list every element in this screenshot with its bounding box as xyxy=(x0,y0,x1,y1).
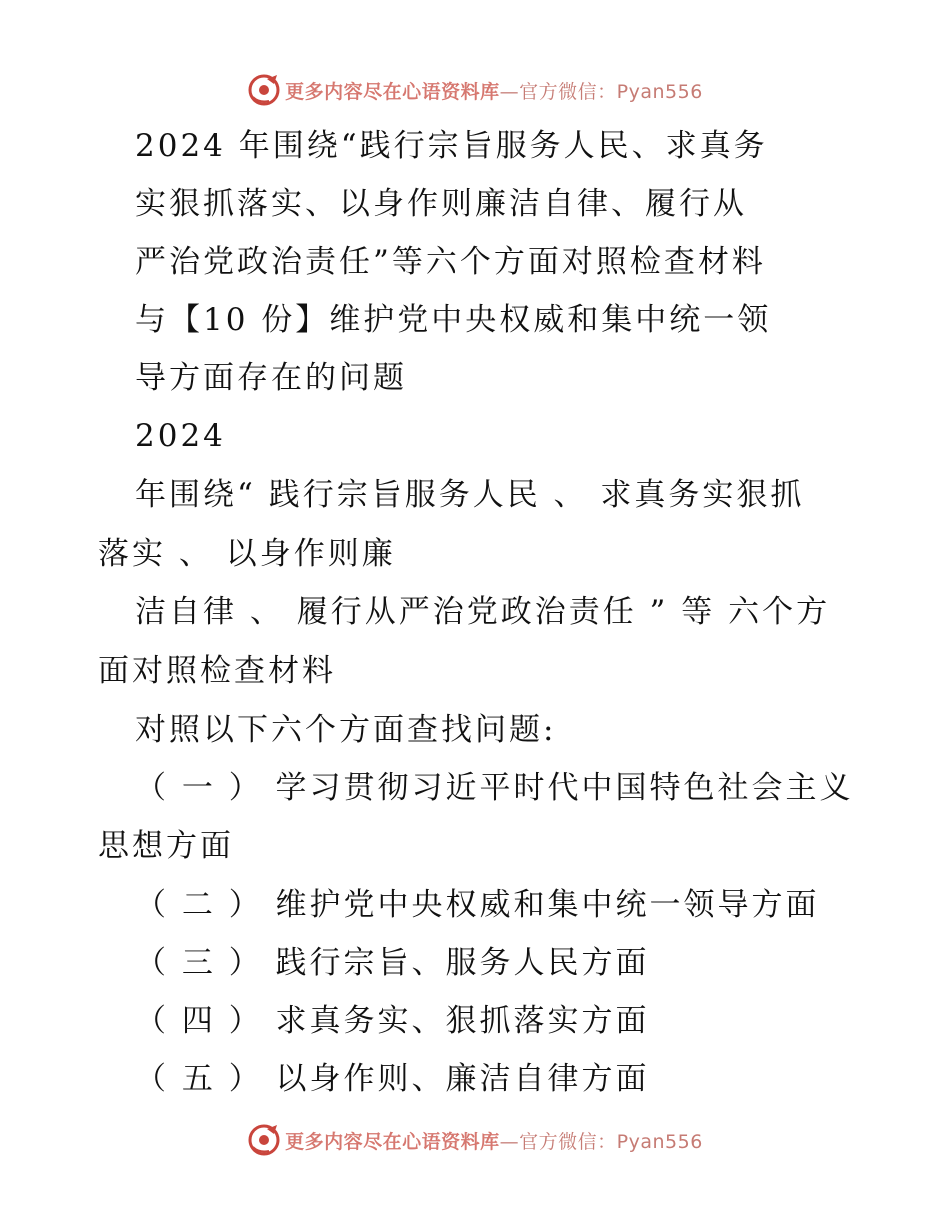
watermark-dash: — xyxy=(499,1130,520,1153)
body-line-10: （ 三 ） 践行宗旨、服务人民方面 xyxy=(135,945,650,981)
body-line-8: 思想方面 xyxy=(98,828,234,864)
title-line-2: 实狠抓落实、以身作则廉洁自律、履行从 xyxy=(135,186,747,222)
body-line-1: 2024 xyxy=(135,418,226,454)
watermark-dash: — xyxy=(499,80,520,103)
body-line-9: （ 二 ） 维护党中央权威和集中统一领导方面 xyxy=(135,887,820,923)
title-line-4: 与【10 份】维护党中央权威和集中统一领 xyxy=(135,302,772,338)
title-line-1: 2024 年围绕“践行宗旨服务人民、求真务 xyxy=(135,128,768,164)
watermark-text xyxy=(285,1127,703,1154)
brand-logo-icon xyxy=(247,73,281,107)
body-line-11: （ 四 ） 求真务实、狠抓落实方面 xyxy=(135,1003,650,1039)
body-line-3: 落实 、 以身作则廉 xyxy=(98,536,396,572)
body-line-12: （ 五 ） 以身作则、廉洁自律方面 xyxy=(135,1061,650,1097)
watermark-contact: 官方微信：Pyan556 xyxy=(519,1130,703,1153)
footer-watermark xyxy=(0,1120,950,1160)
watermark-brand: 更多内容尽在心语资料库 xyxy=(285,1130,500,1153)
watermark-text xyxy=(285,77,703,104)
watermark-contact: 官方微信：Pyan556 xyxy=(519,80,703,103)
title-line-5: 导方面存在的问题 xyxy=(135,360,407,396)
watermark-brand: 更多内容尽在心语资料库 xyxy=(285,80,500,103)
body-line-7: （ 一 ） 学习贯彻习近平时代中国特色社会主义 xyxy=(135,770,854,806)
body-line-6: 对照以下六个方面查找问题: xyxy=(135,712,557,748)
body-line-2: 年围绕“ 践行宗旨服务人民 、 求真务实狠抓 xyxy=(135,477,805,513)
body-line-5: 面对照检查材料 xyxy=(98,653,336,689)
brand-logo-icon xyxy=(247,1123,281,1157)
title-line-3: 严治党政治责任”等六个方面对照检查材料 xyxy=(135,244,766,280)
body-line-4: 洁自律 、 履行从严治党政治责任 ” 等 六个方 xyxy=(135,594,831,630)
header-watermark xyxy=(0,70,950,110)
